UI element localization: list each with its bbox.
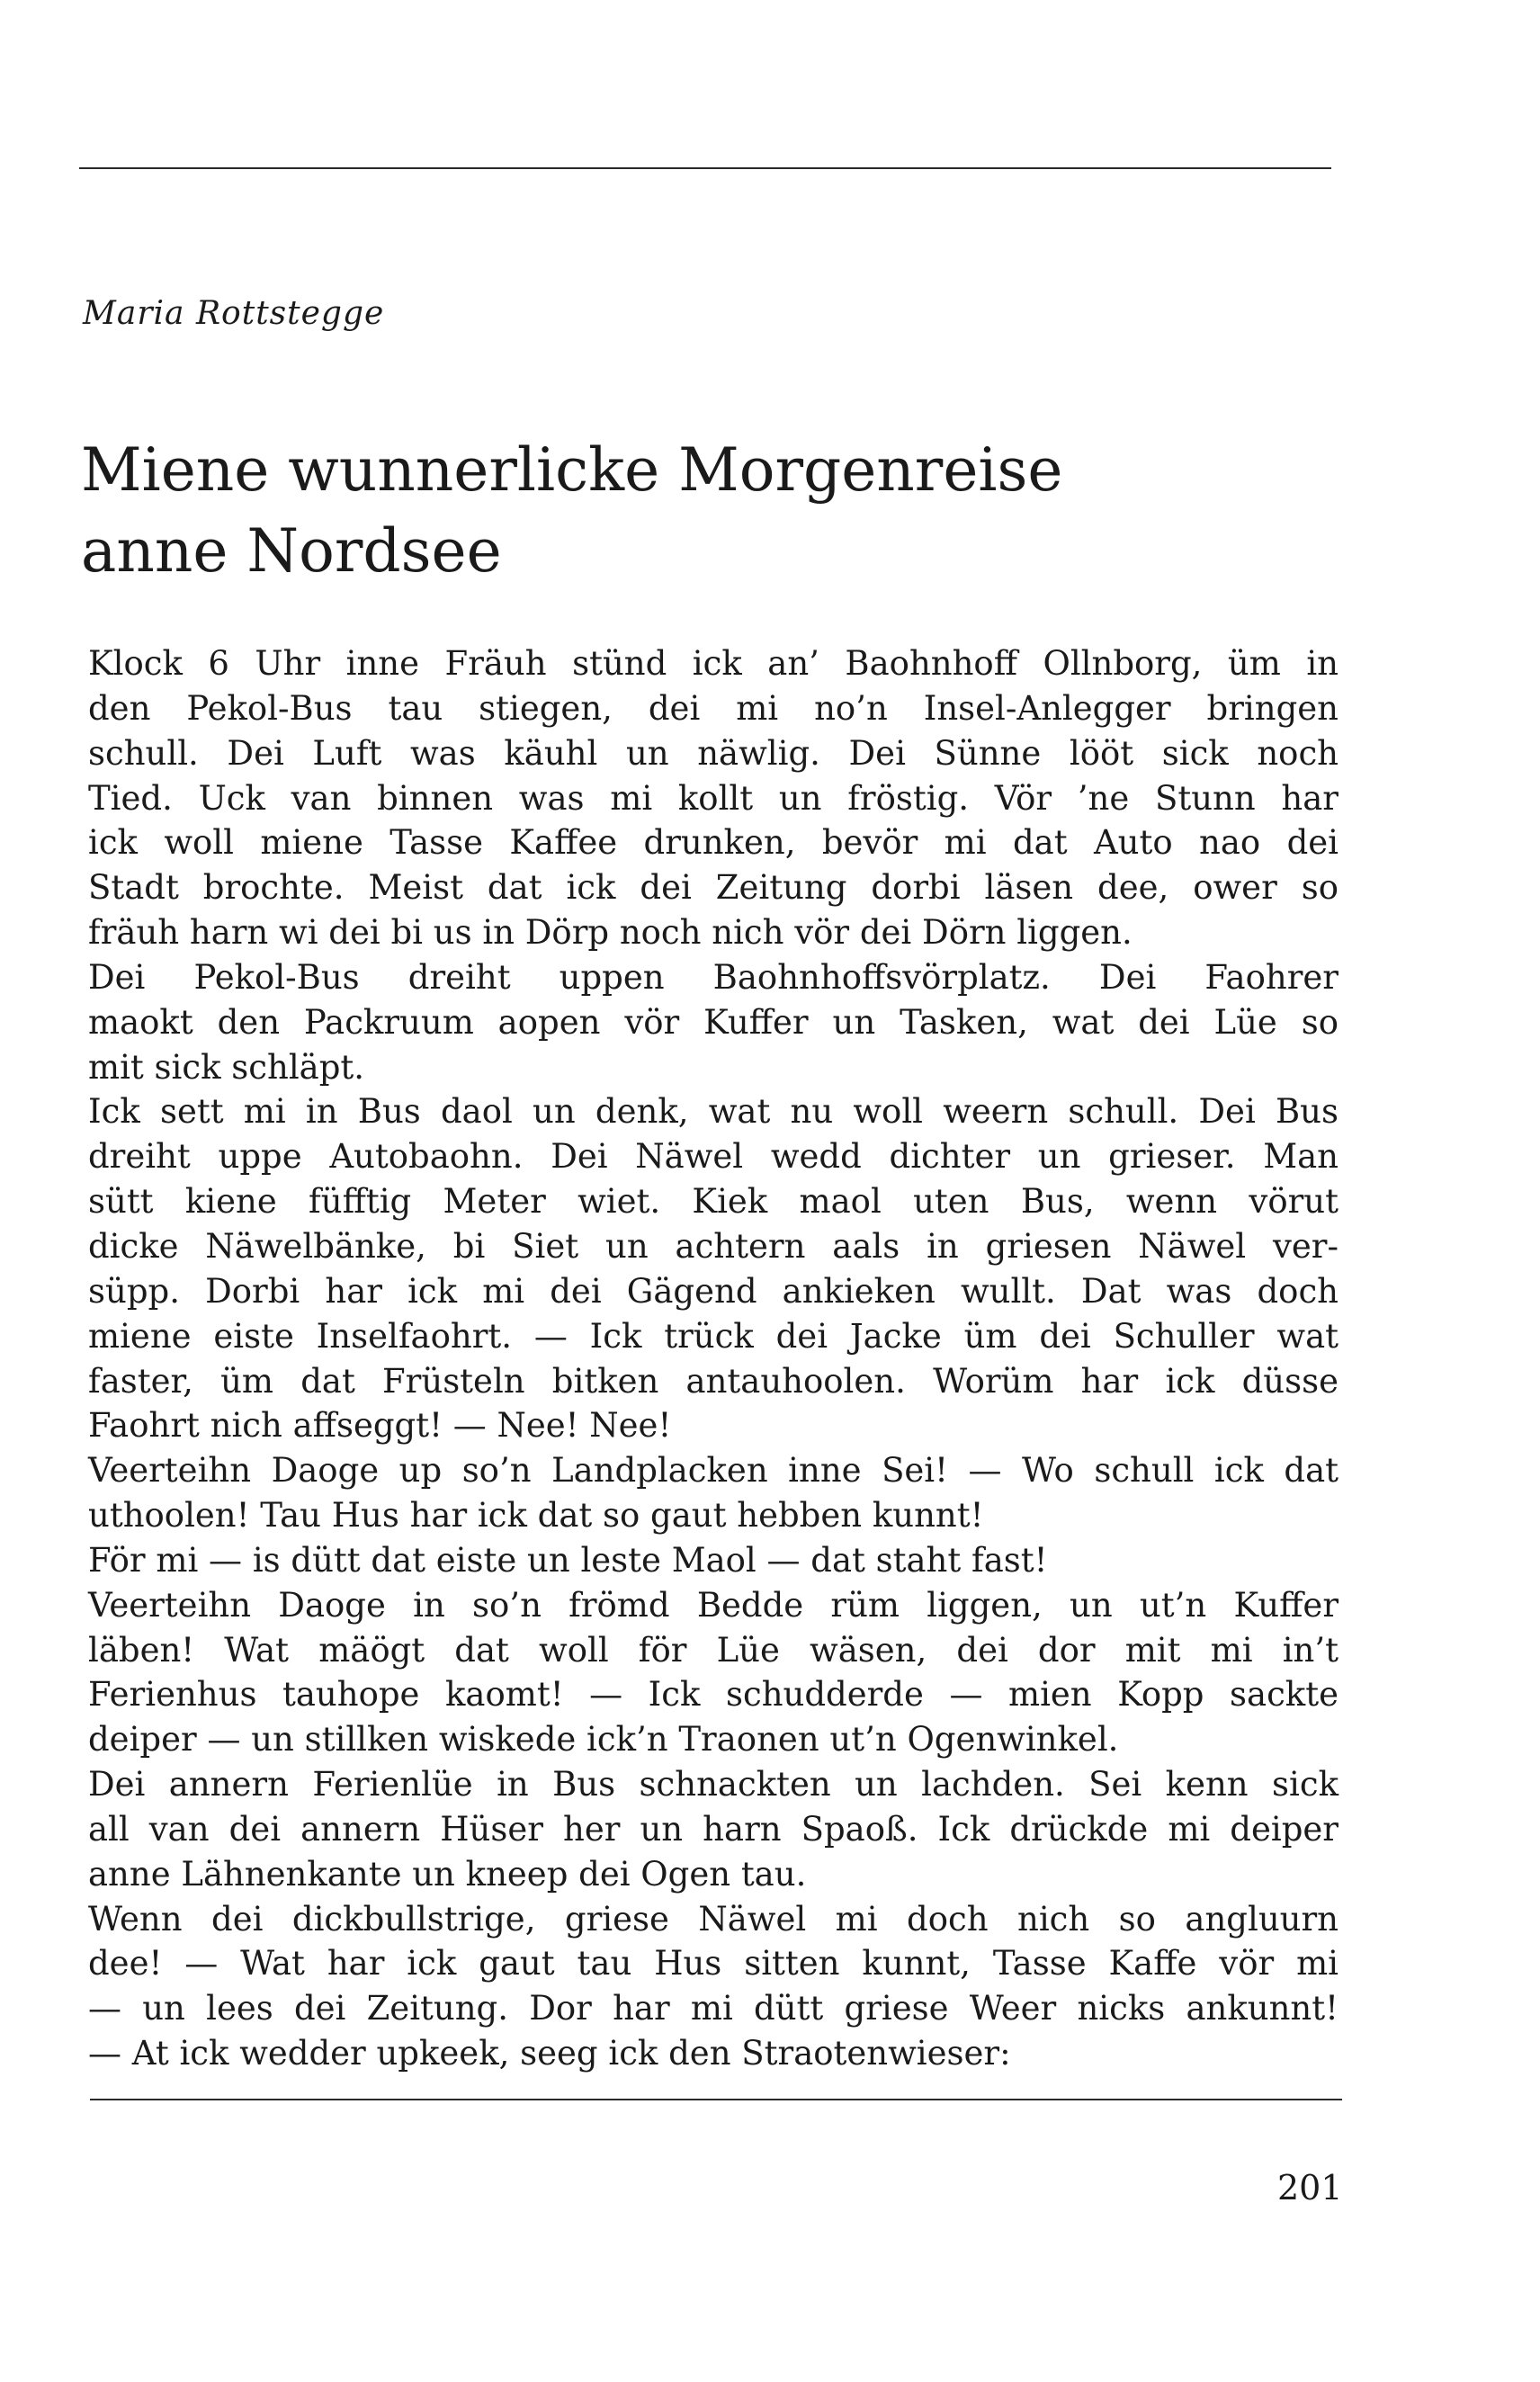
title-line: Miene wunnerlicke Morgenreise [81,435,1063,505]
body-line: — un lees dei Zeitung. Dor har mi dütt griese Weer nicks ankunnt! [88,1989,1339,2028]
body-line: dicke Näwelbänke, bi Siet un achtern aals in griesen Näwel ver- [88,1226,1339,1266]
body-line: ick woll miene Tasse Kaffee drunken, bevör mi dat Auto nao dei [88,823,1339,863]
body-line: Dei Pekol-Bus dreiht uppen Baohnhoffsvörplatz. Dei Faohrer [88,957,1339,997]
body-line: Ferienhus tauhope kaomt! — Ick schudderde — mien Kopp sackte [88,1675,1339,1715]
body-line: dee! — Wat har ick gaut tau Hus sitten kunnt, Tasse Kaffe vör mi [88,1944,1339,1984]
body-line: mit sick schläpt. [88,1047,365,1087]
body-line: fräuh harn wi dei bi us in Dörp noch nich vör dei Dörn liggen. [88,913,1133,953]
body-line: schull. Dei Luft was käuhl un näwlig. Dei Sünne lööt sick noch [88,733,1339,773]
body-text [88,641,1339,2076]
top-rule [79,167,1331,169]
author-name: Maria Rottstegge [83,295,385,332]
body-line: Tied. Uck van binnen was mi kollt un fröstig. Vör ’ne Stunn har [88,778,1339,818]
body-line: läben! Wat mäögt dat woll för Lüe wäsen, dei dor mit mi in’t [88,1630,1339,1670]
article-title [81,430,1340,592]
body-line: Dei annern Ferienlüe in Bus schnackten un lachden. Sei kenn sick [88,1765,1339,1804]
body-line: Klock 6 Uhr inne Fräuh stünd ick an’ Baohnhoff Ollnborg, üm in [88,644,1339,683]
body-line: sütt kiene füfftig Meter wiet. Kiek maol uten Bus, wenn vörut [88,1182,1339,1222]
body-line: faster, üm dat Früsteln bitken antauhoolen. Worüm har ick düsse [88,1361,1339,1401]
body-line: all van dei annern Hüser her un harn Spaoß. Ick drückde mi deiper [88,1809,1339,1849]
body-line: anne Lähnenkante un kneep dei Ogen tau. [88,1854,807,1894]
body-line: Stadt brochte. Meist dat ick dei Zeitung dorbi läsen dee, ower so [88,868,1339,908]
bottom-rule [90,2099,1342,2100]
body-line: Wenn dei dickbullstrige, griese Näwel mi doch nich so angluurn [88,1899,1339,1939]
body-line: Ick sett mi in Bus daol un denk, wat nu woll weern schull. Dei Bus [88,1092,1339,1132]
body-line: miene eiste Inselfaohrt. — Ick trück dei Jacke üm dei Schuller wat [88,1316,1339,1356]
body-line: maokt den Packruum aopen vör Kuffer un Tasken, wat dei Lüe so [88,1002,1339,1042]
body-line: Veerteihn Daoge in so’n frömd Bedde rüm liggen, un ut’n Kuffer [88,1585,1339,1625]
page-number: 201 [1277,2168,1343,2207]
body-line: För mi — is dütt dat eiste un leste Maol — dat staht fast! [88,1540,1048,1580]
body-line: Veerteihn Daoge up so’n Landplacken inne Sei! — Wo schull ick dat [88,1451,1339,1491]
body-line: — At ick wedder upkeek, seeg ick den Straotenwieser: [88,2034,1011,2073]
body-line: dreiht uppe Autobaohn. Dei Näwel wedd dichter un grieser. Man [88,1137,1339,1177]
body-line: Faohrt nich affseggt! — Nee! Nee! [88,1406,672,1446]
title-line: anne Nordsee [81,516,502,586]
body-line: den Pekol-Bus tau stiegen, dei mi no’n Insel-Anlegger bringen [88,688,1339,728]
body-line: süpp. Dorbi har ick mi dei Gägend ankieken wullt. Dat was doch [88,1271,1339,1311]
body-line: uthoolen! Tau Hus har ick dat so gaut hebben kunnt! [88,1496,984,1536]
body-line: deiper — un stillken wiskede ick’n Traonen ut’n Ogenwinkel. [88,1720,1119,1760]
